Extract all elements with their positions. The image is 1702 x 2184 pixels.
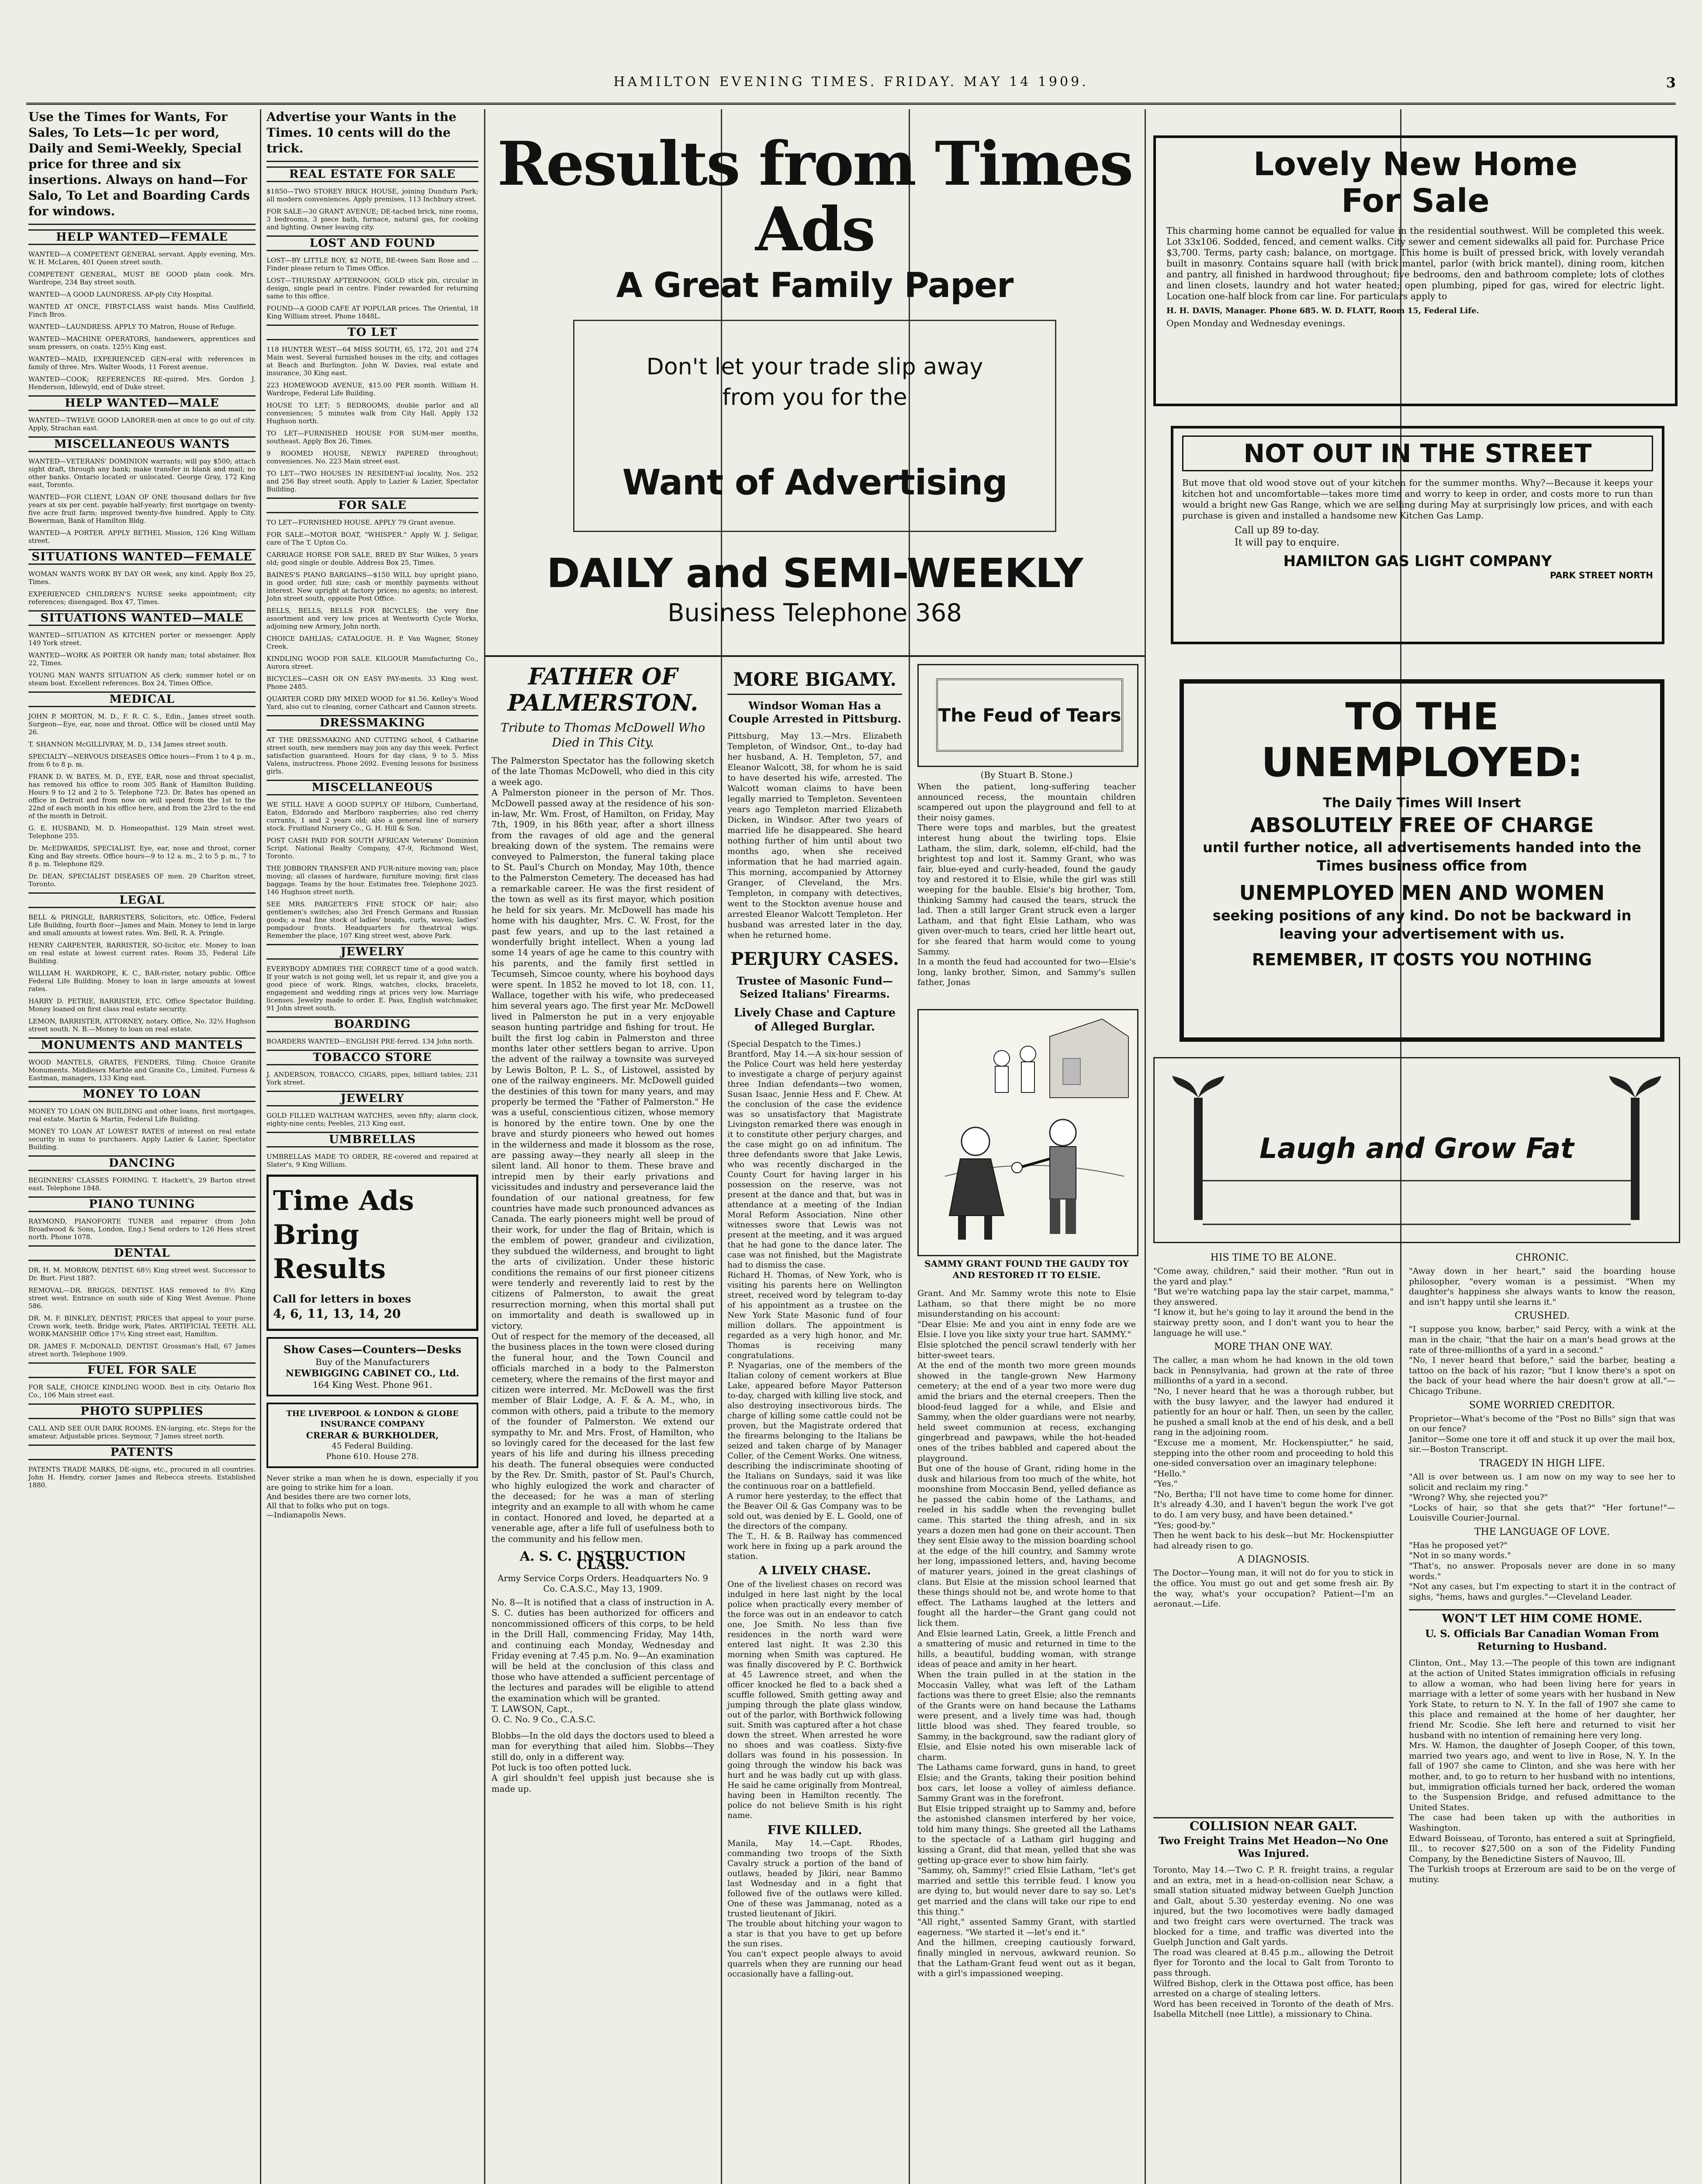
classified-ad: $1850—TWO STOREY BRICK HOUSE, joining Dundurn Park; all modern conveniences. Apply premises, 113 Inchbury street. [266,187,478,203]
classified-ad: FOR SALE—30 GRANT AVENUE; DE-tached brick, nine rooms, 3 bedrooms, 3 piece bath, furnace, natural gas, for cooking and lighting. Owner leaving city. [266,207,478,231]
time-ads-line: Results [273,1253,386,1285]
classified-ad: CARRIAGE HORSE FOR SALE, BRED BY Star Wilkes, 5 years old; good single or double. Address Box 25, Times. [266,551,478,567]
illustration-caption: SAMMY GRANT FOUND THE GAUDY TOY AND RESTORED IT TO ELSIE. [924,1258,1129,1280]
section-head: BOARDING [266,1016,478,1032]
new-home-title: For Sale [1341,182,1490,220]
classified-ad: AT THE DRESSMAKING AND CUTTING school, 4 Catharine street south, new members may join any day this week. Perfect satisfaction guaranteed. Hours for day class, 9 to 5. Miss Valens, instructress. Phone 2692. Evening lessons for business girls. [266,736,478,775]
story-byline: (By Stuart B. Stone.) [980,770,1073,780]
classified-ad: MONEY TO LOAN ON BUILDING and other loans, first mortgages, real estate. Martin & Martin, Federal Life Building. [28,1107,256,1123]
classified-ad: TO LET—FURNISHED HOUSE. APPLY 79 Grant avenue. [266,518,456,526]
classifieds-intro: Use the Times for Wants, For Sales, To Lets—1c per word, Daily and Semi-Weekly, Special price for three and six insertions. Always on hand—For Salo, To Let and Boarding Cards for windows. [28,109,256,225]
story-body: The Palmerston Spectator has the following sketch of the late Thomas McDowell, who died in this city a week ago. A Palmerston pioneer in the person of Mr. Thos. McDowell passed away at the residence of his son-in-law, Mr. Wm. Frost, of Hamilton, on Friday, May 7th, 1909, in his 86th year, after a short illness from the ravages of old age and the general breaking down of the system. The remains were conveyed to Palmerston, the funeral taking place to St. Paul's Church on Monday, May 10th, thence to the Palmerston Cemetery. The deceased has had a remarkable career. He was the first resident of the town as well as its first mayor, which position he held for six years. Mr. McDowell has made his home with his daughter, Mrs. C. W. Frost, for the past few years, and up to the last retained a wonderfully bright intellect. When a young lad some 14 years of age he came to this country with his parents, and the family first settled in Tecumseh, Simcoe county, where his boyhood days were spent. In 1852 he moved to lot 18, con. 11, Wallace, together with his wife, who predeceased him several years ago. The first year Mr. McDowell lived in Palmerston he put in a very enjoyable season hunting partridge and fishing for trout. He built the first log cabin in Palmerston and three months later other settlers began to arrive. Upon the advent of the railway a townsite was surveyed by Lewis Bolton, P. L. S., of Listowel, assisted by one of the railway engineers. Mr. McDowell guided the destinies of this town for many years, and may properly be termed the "Father of Palmerston." He was a useful, conscientious citizen, whose memory is honored by the entire town. One by one the brave and sturdy pioneers who hewed out homes in the wilderness and made it blossom as the rose, are passing away—they nearly all sleep in the silent land. All honor to them. These brave and intrepid men by their early privations and vicissitudes and industry and perseverance laid the foundation of our national greatness, for few countries have made such pronounced advances as Canada. The early pioneers might well be proud of their work, for under the flag of Britain, which is the emblem of power, grandeur and civilization, they subdued the wilderness, and brought to light the arts of civilization. Under these historic conditions the remains of our first pioneer citizens were tenderly and reverently laid to rest by the citizens of Palmerston, to await the great resurrection morning, when this mortal shall put on immortality and death is swallowed up in victory. Out of respect for the memory of the deceased, all the business places in the town were closed during the funeral hour, and the Town Council and officials marched in a body to the Palmerston cemetery, where the remains of the first mayor and citizen were interred. Mr. McDowell was the first member of Blair Lodge, A. F. & A. M., who, in common with others, paid a tribute to the memory of the founder of Palmerston. We extend our sympathy to Mr. and Mrs. Frost, of Hamilton, who so lovingly cared for the deceased for the last few years of his life and during his illness preceding his death. The funeral obsequies were conducted by the Rev. Dr. Smith, pastor of St. Paul's Church, who highly eulogized the work and character of the deceased; for he was a man of sterling integrity and an example to all with whom he came in contact. Honored and loved, he departed at a venerable age, after a life full of usefulness both to the community and his fellow men. [491,756,714,1544]
gas-ad-body: But move that old wood stove out of your kitchen for the summer months. Why?—Because it keeps your kitchen hot and uncomfortable—takes more time and worry to keep in order, and costs more to run than would a bright new Gas Range, which we are selling during May at surprisingly low prices, and with each purchase is given and installed a handsome new Kitchen Gas Lamp. [1182,477,1653,521]
unemployed-line: UNEMPLOYED MEN AND WOMEN [1239,881,1605,905]
section-head: MISCELLANEOUS [266,780,478,795]
feud-story-part-2 [917,1289,1136,1979]
classified-ad: QUARTER CORD DRY MIXED WOOD for $1.56. Kelley's Wood Yard, also cut to cleaning, corner Cathcart and Cannon streets. [266,695,478,711]
story-subhead: Two Freight Trains Met Headon—No One Was Injured. [1158,1835,1389,1859]
story-body: When the patient, long-suffering teacher announced recess, the mountain children scampered out upon the playground and fell to at their noisy games. There were tops and marbles, but the greatest interest hung about the twirling tops. Elsie Latham, the slim, dark, solemn, elf-child, had the brightest top and lost it. Sammy Grant, who was fair, blue-eyed and curly-headed, found the gaudy toy and restored it to Elsie, while the girl was still weeping for the bauble. Elsie's big brother, Tom, thinking Sammy had caused the tears, struck the lad. Then a still larger Grant struck even a larger Latham, and that fight Elsie Latham, who was given over-much to tears, cried her little heart out, for she feared that harm would come to young Sammy. In a month the feud had accounted for two—Elsie's long, lanky brother, Simon, and Sammy's sullen father, Jonas [917,782,1136,988]
time-ads-line: Time Ads [273,1185,414,1216]
story-body: Pittsburg, May 13.—Mrs. Elizabeth Templeton, of Windsor, Ont., to-day had her husband, A. H. Templeton, 57, and Eleanor Walcott, 38, for whom he is said to have deserted his wife, arrested. The Walcott woman claims to have been legally married to Templeton. Seventeen years ago Templeton married Elizabeth Dicken, in Windsor. After two years of married life he disappeared. She heard nothing further of him until about two months ago, when she received information that he had married again. This morning, accompanied by Attorney Granger, of Cleveland, the Mrs. Templeton, in company with detectives, went to the Stockton avenue house and arrested Eleanor Walcott Templeton. Her husband was arrested later in the day, when he returned home. [727,731,902,940]
joke-head: HIS TIME TO BE ALONE. [1210,1252,1337,1263]
classified-ad: UMBRELLAS MADE TO ORDER, RE-covered and repaired at Slater's, 9 King William. [266,1153,478,1168]
classified-ad: POST CASH PAID FOR SOUTH AFRICAN Veterans' Dominion Script. National Realty Company, 47-9, Richmond West, Toronto. [266,836,478,860]
joke-head: TRAGEDY IN HIGH LIFE. [1479,1458,1605,1469]
unemployed-line: REMEMBER, IT COSTS YOU NOTHING [1252,950,1592,969]
section-head: MEDICAL [28,691,256,707]
classifieds-column-2 [266,109,478,1524]
masthead: HAMILTON EVENING TIMES. FRIDAY. MAY 14 1909. [613,74,1089,90]
classified-ad: WOMAN WANTS WORK BY DAY OR week, any kind. Apply Box 25, Times. [28,570,256,586]
gas-ad-call: Call up 89 to-day. [1235,525,1320,536]
section-head: PIANO TUNING [28,1196,256,1212]
story-headline: MORE BIGAMY. [727,668,902,695]
feud-illustration [917,1009,1138,1256]
gas-ad-title: NOT OUT IN THE STREET [1182,435,1653,471]
story-body: No. 8—It is notified that a class of instruction in A. S. C. duties has been authorized for officers and noncommissioned officers of this corps, to be held in the Drill Hall, commencing Friday, May 14th, and continuing each Monday, Wednesday and Friday evening at 7.45 p.m. No. 9—An examination will be held at the conclusion of this class and those who have attended a sufficient percentage of the lectures and parades will be eligible to attend the examination which will be granted. T. LAWSON, Capt., O. C. No. 9 Co., C.A.S.C. [491,1597,714,1725]
joke-body: "I suppose you know, barber," said Percy, with a wink at the man in the chair, "that the hair on a man's head grows at the rate of three-millionths of a yard in a second." "No, I never heard that before," said the barber, beating a tattoo on the back of his razor; "but I know there's a spot on the back of your head where the hair doesn't grow at all."—Chicago Tribune. [1409,1324,1675,1396]
joke-head: THE LANGUAGE OF LOVE. [1474,1526,1610,1538]
story-subhead: Lively Chase and Capture of Alleged Burglar. [733,1006,896,1033]
story-subhead: Trustee of Masonic Fund—Seized Italians' Firearms. [737,975,893,1000]
classified-ad: WANTED—MAID, EXPERIENCED GEN-eral with references in family of three. Mrs. Walter Woods, 11 Forest avenue. [28,355,256,371]
joke-head: MORE THAN ONE WAY. [1214,1341,1333,1353]
classified-ad: FOUND—A GOOD CAFE AT POPULAR prices. The Oriental, 18 King William street. Phone 1848L. [266,304,478,320]
bigamy-perjury-column [727,664,902,1979]
new-home-body: This charming home cannot be equalled for value in the residential southwest. Will be completed this week. Lot 33x106. Sodded, fenced, and cement walks. City sewer and cement sidewalks all paid for. Purchase Price $3,700. Terms, party cash; balance, on mortgage. This home is built of pressed brick, with lovely verandah built in masonry. Contains square hall (with brick mantel, parlor (with brick mantel), dining room, kitchen and pantry, all finished in hardwood throughout; five bedrooms, den and bathroom complete; lots of clothes and linen closets, laundry and hot water heated; open plumbing, piped for gas, wired for electric light. Location one-half block from car line. For particulars apply to [1166,225,1664,301]
story-subhead: Windsor Woman Has a Couple Arrested in Pittsburg. [728,699,902,725]
story-headline: A. S. C. INSTRUCTION CLASS. [519,1549,686,1573]
father-of-palmerston-story [491,664,714,1794]
time-ads-box [266,1175,478,1331]
liverpool-line: THE LIVERPOOL & LONDON & GLOBE [286,1409,459,1418]
classified-ad: WANTED—A GOOD LAUNDRESS. AP-ply City Hospital. [28,290,213,298]
unemployed-line: ABSOLUTELY FREE OF CHARGE [1250,813,1594,837]
section-head: PATENTS [28,1444,256,1460]
classified-ad: DR. H. M. MORROW, DENTIST. 68½ King street west. Successor to Dr. Burt. First 1887. [28,1266,256,1282]
results-ad-line: Don't let your trade slip away [646,354,983,380]
joke-body: "All is over between us. I am now on my way to see her to solicit and reclaim my ring." "Wrong? Why, she rejected you?" "Locks of hair, so that she gets that?" "Her fortune!"—Louisville Courier-Journal. [1409,1472,1675,1523]
section-head: MISCELLANEOUS WANTS [28,436,256,452]
section-head: PHOTO SUPPLIES [28,1403,256,1419]
joke-body: Proprietor—What's become of the "Post no Bills" sign that was on our fence? Janitor—Some one tore it off and stuck it up over the mail box, sir.—Boston Transcript. [1409,1413,1675,1455]
classified-ad: J. ANDERSON, TOBACCO, CIGARS, pipes, billiard tables; 231 York street. [266,1071,478,1086]
results-ad-phone: Business Telephone 368 [668,599,962,627]
classified-ad: BELL & PRINGLE, BARRISTERS, Solicitors, etc. Office, Federal Life Building, fourth floor—James and Main. Money to lend in large and small amounts at lowest rates. Wm. Bell, R. A. Pringle. [28,913,256,937]
column-rule [260,109,261,2184]
filler-verse: Never strike a man when he is down, especially if you are going to strike him for a loan. And besides there are two corner lots, All that to folks who put on togs. —Indianapolis News. [266,1474,478,1520]
classified-ad: THE JOBBORN TRANSFER AND FUR-niture moving van; place moving; all classes of hardware, furniture moving; first class baggage. Teams by the hour. Estimates free. Telephone 2025. 146 Hughson street north. [266,864,478,896]
gas-ad-pay: It will pay to enquire. [1235,537,1340,548]
section-head: SITUATIONS WANTED—MALE [28,610,256,626]
showcases-line: Buy of the Manufacturers [315,1357,429,1367]
unemployed-line: The Daily Times Will Insert [1323,795,1521,811]
classified-ad: WOOD MANTELS, GRATES, FENDERS, Tiling. Choice Granite Monuments. Middlesex Marble and Granite Co., Limited. Furness & Eastman, managers, 133 King east. [28,1058,256,1082]
gas-ad-street: PARK STREET NORTH [1550,570,1653,581]
classified-ad: WANTED—A PORTER. APPLY BETHEL Mission, 126 King William street. [28,529,256,545]
classified-ad: EVERYBODY ADMIRES THE CORRECT time of a good watch. If your watch is not going well, let us repair it, and give you a good piece of work. Rings, watches, clocks, bracelets, engagement and wedding rings at prices very low. Marriage licenses. Jewelry made to order. E. Pass, English watchmaker, 91 John street south. [266,965,478,1012]
classified-ad: LEMON, BARRISTER, ATTORNEY, notary. Office, No. 32½ Hughson street south. N. B.—Money to loan on real estate. [28,1017,256,1033]
classified-ad: BOARDERS WANTED—ENGLISH PRE-ferred. 134 John north. [266,1037,474,1045]
laugh-header [1153,1057,1680,1243]
results-ad-daily: DAILY and SEMI-WEEKLY [547,550,1083,597]
time-ads-boxes: 4, 6, 11, 13, 14, 20 [273,1306,401,1321]
section-head: JEWELRY [266,1091,478,1106]
results-ad-title: Results from Times Ads [497,128,1132,265]
joke-body: "Has he proposed yet?" "Not in so many words." "That's, no answer. Proposals never are done in so many words." "Not any cases, but I'm expecting to start it in the contract of sighs, "hems, haws and gurgles."—Cleveland Leader. [1409,1540,1675,1602]
classified-ad: T. SHANNON McGILLIVRAY, M. D., 134 James street south. [28,740,228,748]
showcases-line: 164 King West. Phone 961. [312,1379,432,1390]
story-headline: PERJURY CASES. [730,949,899,969]
classified-ad: FRANK D. W. BATES, M. D., EYE, EAR, nose and throat specialist, has removed his office to room 305 Bank of Hamilton Building. Hours 9 to 12 and 2 to 5. Telephone 723. Dr. Bates has opened an office in Detroit and from now on will spend from the 1st to the 22nd of each month in his office here, and from the 23rd to the end of the month in Detroit. [28,773,256,820]
children-illustration [919,1010,1137,1255]
classified-ad: LOST—THURSDAY AFTERNOON, GOLD stick pin, circular in design, single pearl in centre. Finder rewarded for returning same to this office. [266,276,478,300]
new-home-ad [1153,135,1678,406]
section-head: FOR SALE [266,498,478,513]
unemployed-title: UNEMPLOYED: [1261,739,1583,786]
liverpool-line: INSURANCE COMPANY [320,1420,425,1429]
classified-ad: BELLS, BELLS, BELLS FOR BICYCLES; the very fine assortment and very low prices at Wentworth Cycle Works, adjoining new Armory, John north. [266,607,478,630]
classified-ad: BICYCLES—CASH OR ON EASY PAY-ments. 33 King west. Phone 2485. [266,675,478,691]
showcases-line: NEWBIGGING CABINET CO., Ltd. [285,1368,460,1379]
showcases-ad [266,1337,478,1396]
classified-ad: WANTED—LAUNDRESS. APPLY TO Matron, House of Refuge. [28,323,236,331]
classifieds-column-1 [28,109,256,1493]
joke-body: "Come away, children," said their mother. "Run out in the yard and play." "But we're watching papa lay the stair carpet, mamma," they answered. "I know it, but he's going to lay it around the bend in the stairway pretty soon, and I don't want you to hear the language he will use." [1153,1266,1394,1338]
classified-ad: WANTED—VETERANS' DOMINION warrants; will pay $500; attach sight draft, through any bank; make transfer in blank and mail; no other banks. Ontario located or unlocated. George Gray, 172 King east, Toronto. [28,457,256,489]
liverpool-line: 45 Federal Building. [332,1441,413,1451]
classified-ad: TO LET—FURNISHED HOUSE FOR SUM-mer months, southeast. Apply Box 26, Times. [266,429,478,445]
classified-ad: PATENTS TRADE MARKS, DE-signs, etc., procured in all countries. John H. Hendry, corner James and Rebecca streets. Established 1880. [28,1465,256,1489]
classified-ad: WANTED—A COMPETENT GENERAL servant. Apply evening, Mrs. W. H. McLaren, 401 Queen street south. [28,250,256,266]
feud-title-box [917,664,1138,767]
feud-story-continued [917,1258,1136,1285]
story-body: Grant. And Mr. Sammy wrote this note to Elsie Latham, so that there might be no more misunderstanding on his account: "Dear Elsie: Me and you aint in enny fode are we Elsie. I love you like sixty your true hart. SAMMY." Elsie splotched the pencil scrawl tenderly with her bitter-sweet tears. At the end of the month two more green mounds showed in the tangle-grown New Harmony cemetery; at the end of a year two more were dug amid the briars and the eternal creepers. Then the blood-feud lagged for a while, and Elsie and Sammy, when the older guardians were not nearby, held sweet communion at recess, exchanging gingerbread and pawpaws, while the hot-headed ones of the tribes babbled and capered about the playground. But one of the house of Grant, riding home in the dusk and hilarious from too much of the white, hot moonshine from Moccasin Bend, yelled defiance as he passed the cabin home of the Lathams, and reeled in his saddle when the revenging bullet came. This started the thing afresh, and in six years a dozen men had gone on their account. Then they sent Elsie away to the mission boarding school at the edge of the hill country, and Sammy wrote her long, impassioned letters, and, having become of maturer years, joined in the great clashings of clans. But Elsie at the mission school learned that these things should not be, and wrote home to that effect. The Lathams laughed at the letters and fought all the harder—the Grant gang could not lick them. And Elsie learned Latin, Greek, a little French and a smattering of music and returned in time to the hills, a beautiful, budding woman, with strange ideas of peace and amity in her heart. When the train pulled in at the station in the Moccasin Valley, what was left of the Latham factions was there to greet Elsie; also the remnants of the Grants were on hand because the Lathams were present, and a lively time was had, though little blood was shed. They feared trouble, so Sammy, in the background, saw the radiant glory of Elsie, and Elsie noted his own miserable lack of charm. The Lathams came forward, guns in hand, to greet Elsie; and the Grants, taking their position behind box cars, let loose a volley of aimless defiance. Sammy Grant was in the forefront. But Elsie tripped straight up to Sammy and, before the astonished clansmen interfered by her voice, told him many things. She greeted all the Lathams to the spectacle of a Latham girl hugging and kissing a Grant, did that mean, yelled that she was getting up-grace ever to show him fairly. "Sammy, oh, Sammy!" cried Elsie Latham, "let's get married and settle this terrible feud. I know you are dying to, but would never dare to say so. Let's get married and the clans will take our ripe to end this thing." "All right," assented Sammy Grant, with startled eagerness. "We started it —let's end it." And the hillmen, creeping cautiously forward, finally mingled in nervous, awkward reunion. So that the Latham-Grant feud went out as it began, with a girl's impassioned weeping. [917,1289,1136,1979]
classified-ad: BAINES'S PIANO BARGAINS—$150 WILL buy upright piano, in good order, full size; cash or monthly payments without interest. New upright at factory prices; no agents; no interest. John street south, opposite Post Office. [266,571,478,602]
section-head: DENTAL [28,1245,256,1261]
story-body: Blobbs—In the old days the doctors used to bleed a man for everything that ailed him. Slobbs—They still do, only in a different way. Pot luck is too often potted luck. A girl shouldn't feel uppish just because she is made up. [491,1730,714,1794]
unemployed-line: until further notice, all advertisements handed into the Times business office from [1203,839,1641,874]
classified-ad: YOUNG MAN WANTS SITUATION AS clerk; summer hotel or on steam boat. Excellent references. Box 24, Times Office. [28,671,256,687]
classified-ad: REMOVAL—DR. BRIGGS, DENTIST. HAS removed to 8½ King street west. Entrance on south side of King West Avenue. Phone 586. [28,1286,256,1310]
story-body: One of the liveliest chases on record was indulged in here last night by the local police when practically every member of the force was out in an endeavor to catch one, Joe Smith. No less than five residences in the north ward were entered last night. It was 2.30 this morning when Smith was captured. He was finally discovered by P. C. Borthwick at 45 Lawrence street, and when the officer knocked he fled to a back shed a scuffle followed, Smith getting away and jumping through the plate glass window, out of the parlor, with Borthwick following suit. Smith was captured after a hot chase down the street. When arrested he wore no shoes and was coatless. Sixty-five dollars was found in his possession. In going through the window his back was hurt and he was badly cut up with glass. He said he came originally from Montreal, having been in Hamilton recently. The police do not believe Smith is his right name. [727,1580,902,1820]
story-headline: FIVE KILLED. [767,1823,862,1837]
classified-ad: WANTED—TWELVE GOOD LABORER-men at once to go out of city. Apply, Strachan east. [28,416,256,432]
page-number: 3 [1666,74,1676,91]
classified-ad: SPECIALTY—NERVOUS DISEASES Office hours—From 1 to 4 p. m., from 6 to 8 p. m. [28,753,256,768]
story-body: Toronto, May 14.—Two C. P. R. freight trains, a regular and an extra, met in a head-on-collision near Schaw, a small station situated midway between Guelph Junction and Galt, about 5.30 yesterday evening. No one was injured, but the two locomotives were badly damaged and two freight cars were overturned. The track was blocked for a time, and traffic was diverted into the Guelph Junction and Galt yards. The road was cleared at 8.45 p.m., allowing the Detroit flyer for Toronto and the local to Galt from Toronto to pass through. Wilfred Bishop, clerk in the Ottawa post office, has been arrested on a charge of stealing letters. Word has been received in Toronto of the death of Mrs. Isabella Mitchell (nee Little), a missionary to China. [1153,1865,1394,2019]
section-head: JEWELRY [266,944,478,960]
section-head: TOBACCO STORE [266,1050,478,1065]
results-ad-want: Want of Advertising [622,462,1007,503]
gas-company-ad [1171,426,1664,644]
classified-ad: HOUSE TO LET; 5 BEDROOMS, double parlor and all conveniences; 5 minutes walk from City Hall. Apply 132 Hughson north. [266,401,478,425]
results-ad [491,128,1138,627]
joke-head: SOME WORRIED CREDITOR. [1469,1400,1615,1411]
classified-ad: 118 HUNTER WEST—64 MISS SOUTH, 65, 172, 201 and 274 Main west. Several furnished houses in the city, and cottages at Beach and Burlington. John W. Davies, real estate and insurance, 30 King east. [266,346,478,377]
unemployed-title: TO THE [1345,695,1499,739]
feud-story [917,771,1136,988]
story-subhead: Army Service Corps Orders. Headquarters No. 9 Co. C.A.S.C., May 13, 1909. [498,1573,708,1594]
story-body: Clinton, Ont., May 13.—The people of this town are indignant at the action of United States immigration officials in refusing to allow a woman, who had been living here for years in marriage with a letter of some years with her husband in New York State, to return to N. Y. In the fall of 1907 she came to this place and remained at the home of her daughter, her friend Mr. Scodie. She left here and returned to visit her husband with no intention of remaining here very long. Mrs. W. Hamon, the daughter of Joseph Cooper, of this town, married two years ago, and went to live in Rose, N. Y. In the fall of 1907 she came to Clinton, and she was here with her mother, and, to go to return to her husband with no intentions, but, immigration officials turned her back, ordered the woman to the Suspension Bridge, and refused admittance to the United States. The case had been taken up with the authorities in Washington. Edward Boisseau, of Toronto, has entered a suit at Springfield, Ill., to recover $27,500 on a son of the Fidelity Funding Company, by the Benedictine Sisters of Nauvoo, Ill. The Turkish troops at Erzeroum are said to be on the verge of mutiny. [1409,1658,1675,1884]
jokes-left [1153,1249,1394,1610]
classified-ad: BEGINNERS' CLASSES FORMING. T. Hackett's, 29 Barton street east. Telephone 1848. [28,1176,256,1192]
section-head: SITUATIONS WANTED—FEMALE [28,549,256,565]
story-subhead: U. S. Officials Bar Canadian Woman From Returning to Husband. [1425,1628,1659,1653]
collision-story [1153,1813,1394,2020]
classified-ad: WANTED—WORK AS PORTER OR handy man; total abstainer. Box 22, Times. [28,651,256,667]
section-head: LEGAL [28,892,256,908]
classified-ad: CALL AND SEE OUR DARK ROOMS. EN-larging, etc. Steps for the amateur. Adjustable prices. Seymour, 7 James street north. [28,1424,256,1440]
story-headline: A LIVELY CHASE. [758,1564,871,1577]
joke-head: CRUSHED. [1514,1310,1570,1322]
section-head: MONUMENTS AND MANTELS [28,1037,256,1053]
joke-head: CHRONIC. [1515,1252,1569,1263]
section-head: HELP WANTED—FEMALE [28,229,256,245]
feud-title: The Feud of Tears [936,678,1123,752]
section-head: DANCING [28,1155,256,1171]
classified-ad: GOLD FILLED WALTHAM WATCHES, seven fifty; alarm clock, eighty-nine cents; Peebles, 213 King east. [266,1112,478,1127]
classified-ad: FOR SALE, CHOICE KINDLING WOOD. Best in city. Ontario Box Co., 106 Main street east. [28,1383,256,1399]
classified-ad: G. E. HUSBAND, M. D. Homeopathist. 129 Main street west. Telephone 255. [28,824,256,840]
time-ads-note: Call for letters in boxes [273,1292,411,1305]
joke-body: The Doctor—Young man, it will not do for you to stick in the office. You must go out and get some fresh air. By the way, what's your occupation? Patient—I'm an aeronaut.—Life. [1153,1568,1394,1609]
joke-body: "Away down in her heart," said the boarding house philosopher, "every woman is a pessimist. "When my daughter's happiness she always wants to know the reason, and isn't happy until she learns it." [1409,1266,1675,1307]
results-ad-frame [573,320,1056,532]
classified-ad: DR. JAMES F. McDONALD, DENTIST. Grossman's Hall, 67 James street north. Telephone 1909. [28,1342,256,1358]
classified-ad: WANTED—SITUATION AS KITCHEN porter or messenger. Apply 149 York street. [28,631,256,647]
new-home-title: Lovely New Home [1253,145,1578,183]
classified-ad: WE STILL HAVE A GOOD SUPPLY OF Hilborn, Cumberland, Eaton, Eldorado and Marlboro raspberries; also red cherry currants, 1 and 2 years old; also a general line of nursery stock. Fruitland Nursery Co., G. H. Hill & Son. [266,801,478,832]
section-head: UMBRELLAS [266,1132,478,1147]
new-home-open: Open Monday and Wednesday evenings. [1166,318,1346,328]
section-head: DRESSMAKING [266,715,478,731]
classified-ad: 9 ROOMED HOUSE, NEWLY PAPERED throughout; conveniences. No. 223 Main street east. [266,449,478,465]
results-ad-subtitle: A Great Family Paper [616,266,1014,305]
classified-ad: EXPERIENCED CHILDREN'S NURSE seeks appointment; city references; disengaged. Box 47, Times. [28,590,256,606]
section-head: TO LET [266,325,478,340]
time-ads-line: Bring [273,1219,360,1251]
classified-ad: WANTED AT ONCE, FIRST-CLASS waist hands. Miss Caulfield, Finch Bros. [28,303,256,318]
new-home-agents: H. H. DAVIS, Manager. Phone 685. W. D. FLATT, Room 15, Federal Life. [1166,306,1479,315]
jokes-right [1409,1249,1675,1885]
story-subhead: Tribute to Thomas McDowell Who Died in This City. [500,721,706,750]
classifieds-intro: Advertise your Wants in the Times. 10 cents will do the trick. [266,109,478,162]
classified-ad: WANTED—FOR CLIENT, LOAN OF ONE thousand dollars for five years at six per cent. payable half-yearly; first mortgage on twenty-five acre fruit farm; improved twenty-five hundred. Apply to City. Bowerman, Bank of Hamilton Bldg. [28,493,256,525]
section-head: HELP WANTED—MALE [28,395,256,411]
unemployed-ad [1180,679,1664,1042]
classified-ad: Dr. McEDWARDS, SPECIALIST. Eye, ear, nose and throat, corner King and Bay streets. Office hours—9 to 12 a. m., 2 to 5 p. m., 7 to 8 p. m. Telephone 829. [28,844,256,868]
classified-ad: WILLIAM H. WARDROPE, K. C., BAR-rister, notary public. Office Federal Life Building. Money to loan in large amounts at lowest rates. [28,969,256,993]
story-headline: PALMERSTON. [507,690,699,716]
story-headline: WON'T LET HIM COME HOME. [1409,1609,1675,1623]
classified-ad: RAYMOND, PIANOFORTE TUNER and repairer (from John Broadwood & Sons, London, Eng.) Send orders to 126 Hess street north. Phone 1078. [28,1217,256,1241]
classified-ad: WANTED—MACHINE OPERATORS, handsewers, apprentices and seam pressers, on coats. 125½ King east. [28,335,256,351]
joke-body: The caller, a man whom he had known in the old town back in Pennsylvania, had grown at the rate of three millionths of a yard in a second. "No, I never heard that he was a thorough rubber, but with the busy lawyer, and the lawyer had endured it patiently for an hour or half. Then, un seen by the caller, he pushed a small knob at the end of his desk, and a bell rang in the adjoining room. "Excuse me a moment, Mr. Hockenspiutter," he said, stepping into the other room and proceeding to hold this one-sided conversation over an imaginary telephone: "Hello." "Yes." "No, Bertha; I'll not have time to come home for dinner. It's already 4.30, and I haven't begun the work I've got to do. I am very busy, and have been detained." "Yes; good-by." Then he went back to his desk—but Mr. Hockenspiutter had already risen to go. [1153,1355,1394,1551]
classified-ad: SEE MRS. PARGETER'S FINE STOCK OF hair; also gentlemen's switches; also 3rd French Germans and Russian goods; a real fine stock of ladies' braids, curls, waves; ladies' pompadour fronts. Headquarters for theatrical wigs. Remember the place, 107 King street west, above Park. [266,900,478,940]
classified-ad: HARRY D. PETRIE, BARRISTER, ETC. Office Spectator Building. Money loaned on first class real estate security. [28,997,256,1013]
gas-ad-company: HAMILTON GAS LIGHT COMPANY [1283,553,1552,570]
section-head: FUEL FOR SALE [28,1362,256,1378]
liverpool-line: Phone 610. House 278. [326,1452,419,1461]
masthead-rule [26,103,1676,105]
classified-ad: KINDLING WOOD FOR SALE. KILGOUR Manufacturing Co., Aurora street. [266,655,478,670]
classified-ad: TO LET—TWO HOUSES IN RESIDENT-ial locality, Nos. 252 and 256 Bay street south. Apply to Lazier & Lazier, Spectator Building. [266,470,478,493]
results-ad-line: from you for the [722,384,907,411]
classified-ad: CHOICE DAHLIAS; CATALOGUE. H. P. Van Wagner, Stoney Creek. [266,635,478,650]
classified-ad: FOR SALE—MOTOR BOAT, "WHISPER." Apply W. J. Seligar, care of The T. Upton Co. [266,531,478,546]
column-rule [1145,109,1146,2184]
story-body: (Special Despatch to the Times.) Brantford, May 14.—A six-hour session of the Police Court was held here yesterday to investigate a charge of perjury against three Indian defendants—two women, Susan Isaac, Jennie Hess and F. Chew. At the conclusion of the case the evidence was so unsatisfactory that Magistrate Livingston remarked there was enough in it to constitute other perjury charges, and the case might go on ad infinitum. The three defendants swore that Jake Lewis, who was recently discharged in the County Court for having larger in his possession on the reserve, was not present at the dance and that, but was in attendance at a meeting of the Indian Moral Reform Association. Nine other witnesses swore that Lewis was not present at the meeting, and it was argued that he had gone to the dance later. The case was not finished, but the Magistrate had to dismiss the case. Richard H. Thomas, of New York, who is visiting his parents here on Wellington street, received word by telegram to-day of his appointment as a trustee on the New York State Masonic fund of four million dollars. The appointment is regarded as a very high honor, and Mr. Thomas is receiving many congratulations. P. Nyagarias, one of the members of the Italian colony of cement workers at Blue Lake, appeared before Mayor Patterson to-day, charged with killing live stock, and also destroying insectivorous birds. The charge of killing some cattle could not be proven, but the Magistrate ordered that the firearms belonging to the Italians be seized and taken charge of by Manager Coller, of the Cement Works. One witness, describing the indiscriminate shooting of the Italians on Sundays, said it was like the continuous roar on a battlefield. A rumor here yesterday, to the effect that the Beaver Oil & Gas Company was to be sold out, was denied by E. L. Goold, one of the directors of the company. The T., H. & B. Railway has commenced work here in fixing up a park around the station. [727,1040,902,1561]
classified-ad: WANTED—COOK; REFERENCES RE-quired. Mrs. Gordon J. Henderson, Idlewyld, end of Duke street. [28,375,256,391]
section-head: MONEY TO LOAN [28,1086,256,1102]
story-headline: FATHER OF [528,663,678,690]
classified-ad: JOHN P. MORTON, M. D., F. R. C. S., Edin., James street south. Surgeon—Eye, ear, nose and throat. Office will be closed until May 26. [28,712,256,736]
liverpool-ad [266,1403,478,1468]
section-head: LOST AND FOUND [266,235,478,251]
classified-ad: MONEY TO LOAN AT LOWEST RATES of interest on real estate security in sums to purchasers. Apply Lazier & Lazier, Spectator Building. [28,1127,256,1151]
classified-ad: LOST—BY LITTLE BOY, $2 NOTE, BE-tween Sam Rose and ... Finder please return to Times Office. [266,256,478,272]
classified-ad: 223 HOMEWOOD AVENUE, $15.00 PER month. William H. Wardrope, Federal Life Building. [266,381,478,397]
joke-head: A DIAGNOSIS. [1237,1554,1310,1565]
classified-ad: COMPETENT GENERAL, MUST BE GOOD plain cook. Mrs. Wardrope, 234 Bay street south. [28,270,256,286]
laugh-title: Laugh and Grow Fat [1259,1133,1574,1165]
classified-ad: DR. M. F. BINKLEY, DENTIST, PRICES that appeal to your purse. Crown work, teeth. Bridge work, Plates. ARTIFICIAL TEETH. ALL WORK-MANSHIP. Office 17½ King street east, Hamilton. [28,1314,256,1338]
unemployed-line: seeking positions of any kind. Do not be backward in leaving your advertisement with us. [1212,907,1632,942]
story-body: Manila, May 14.—Capt. Rhodes, commanding two troops of the Sixth Cavalry struck a portion of the band of outlaws, headed by Jikiri, near Bammo last Wednesday and in a fight that followed five of the outlaws were killed. One of these was Jammanag, noted as a trusted lieutenant of Jikiri. The trouble about hitching your wagon to a star is that you have to get up before the sun rises. You can't expect people always to avoid quarrels when they are running our head occasionally have a falling-out. [727,1839,902,1979]
divider [484,655,1145,657]
classified-ad: Dr. DEAN, SPECIALIST DISEASES OF men. 29 Charlton street, Toronto. [28,872,256,888]
story-headline: COLLISION NEAR GALT. [1153,1817,1394,1830]
column-rule [484,109,485,2184]
liverpool-line: CRERAR & BURKHOLDER, [306,1430,439,1441]
classified-ad: HENRY CARPENTER, BARRISTER, SO-licitor, etc. Money to loan on real estate at lowest current rates. Room 35, Federal Life Building. [28,941,256,965]
showcases-line: Show Cases—Counters—Desks [283,1343,461,1356]
section-head: REAL ESTATE FOR SALE [266,166,478,182]
